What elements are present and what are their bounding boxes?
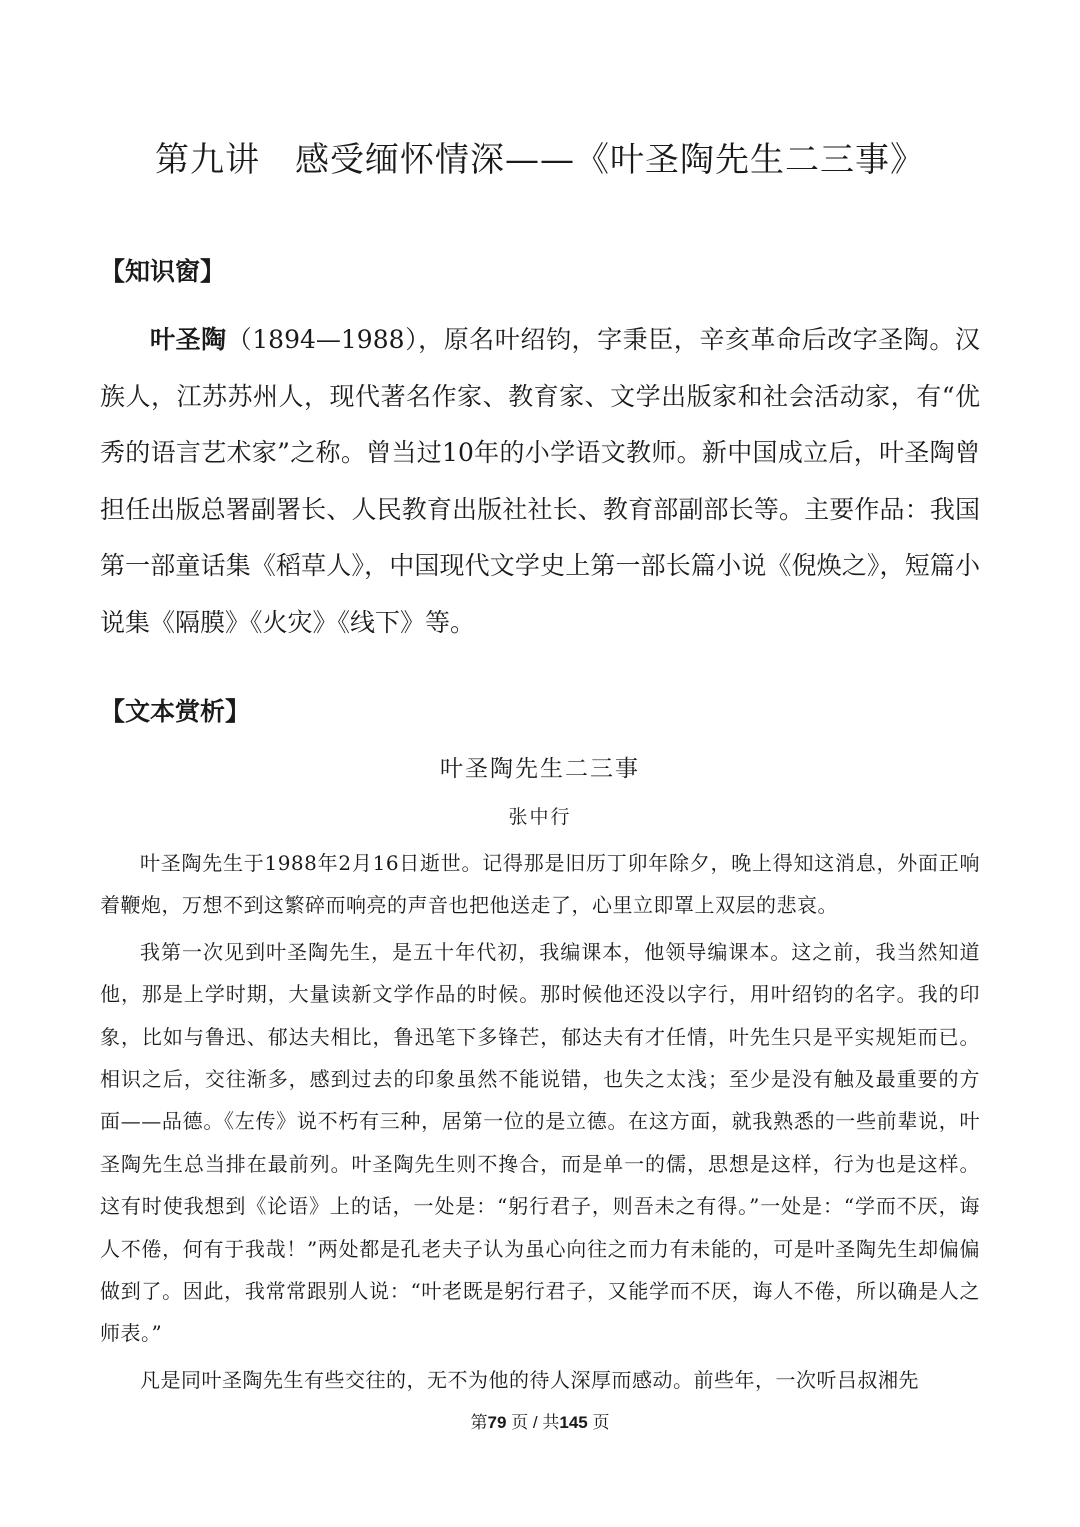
current-page-number: 79 [487, 1413, 507, 1432]
article-body [100, 842, 980, 1405]
total-page-count: 145 [559, 1413, 588, 1432]
article-paragraph-1: 叶圣陶先生于1988年2月16日逝世。记得那是旧历丁卯年除夕，晚上得知这消息，外面正响着鞭炮，万想不到这繁碎而响亮的声音也把他送走了，心里立即罩上双层的悲哀。 [100, 851, 980, 918]
author-intro-text: （1894—1988），原名叶绍钧，字秉臣，辛亥革命后改字圣陶。汉族人，江苏苏州人，现代著名作家、教育家、文学出版家和社会活动家，有“优秀的语言艺术家”之称。曾当过10年的小学语文教师。新中国成立后，叶圣陶曾担任出版总署副署长、人民教育出版社社长、教育部副部长等。主要作品：我国第一部童话集《稻草人》，中国现代文学史上第一部长篇小说《倪焕之》，短篇小说集《隔膜》《火灾》《线下》等。 [100, 325, 980, 637]
article-title: 叶圣陶先生二三事 [440, 756, 640, 782]
footer-middle: 页 / 共 [511, 1413, 560, 1432]
knowledge-heading: 【知识窗】 [100, 257, 226, 286]
lecture-title: 第九讲 感受缅怀情深——《叶圣陶先生二三事》 [155, 140, 925, 180]
article-paragraph-3: 凡是同叶圣陶先生有些交往的，无不为他的待人深厚而感动。前些年，一次听吕叔湘先 [140, 1367, 919, 1392]
footer-prefix: 第 [470, 1413, 488, 1432]
analysis-heading: 【文本赏析】 [100, 697, 251, 726]
article-paragraph-2: 我第一次见到叶圣陶先生，是五十年代初，我编课本，他领导编课本。这之前，我当然知道他，那是上学时期，大量读新文学作品的时候。那时候他还没以字行，用叶绍钧的名字。我的印象，比如与鲁迅、郁达夫相比，鲁迅笔下多锋芒，郁达夫有才任情，叶先生只是平实规矩而已。相识之后，交往渐多，感到过去的印象虽然不能说错，也失之太浅；至少是没有触及最重要的方面——品德。《左传》说不朽有三种，居第一位的是立德。在这方面，就我熟悉的一些前辈说，叶圣陶先生总当排在最前列。叶圣陶先生则不搀合，而是单一的儒，思想是这样，行为也是这样。这有时使我想到《论语》上的话，一处是：“躬行君子，则吾未之有得。”一处是：“学而不厌，诲人不倦，何有于我哉！”两处都是孔老夫子认为虽心向往之而力有未能的，可是叶圣陶先生却偏偏做到了。因此，我常常跟别人说：“叶老既是躬行君子，又能学而不厌，诲人不倦，所以确是人之师表。” [100, 939, 980, 1346]
author-intro-paragraph [100, 312, 980, 651]
page-footer [0, 1411, 1080, 1435]
author-name: 叶圣陶 [150, 325, 227, 354]
article-author: 张中行 [508, 806, 572, 828]
footer-suffix: 页 [592, 1413, 610, 1432]
